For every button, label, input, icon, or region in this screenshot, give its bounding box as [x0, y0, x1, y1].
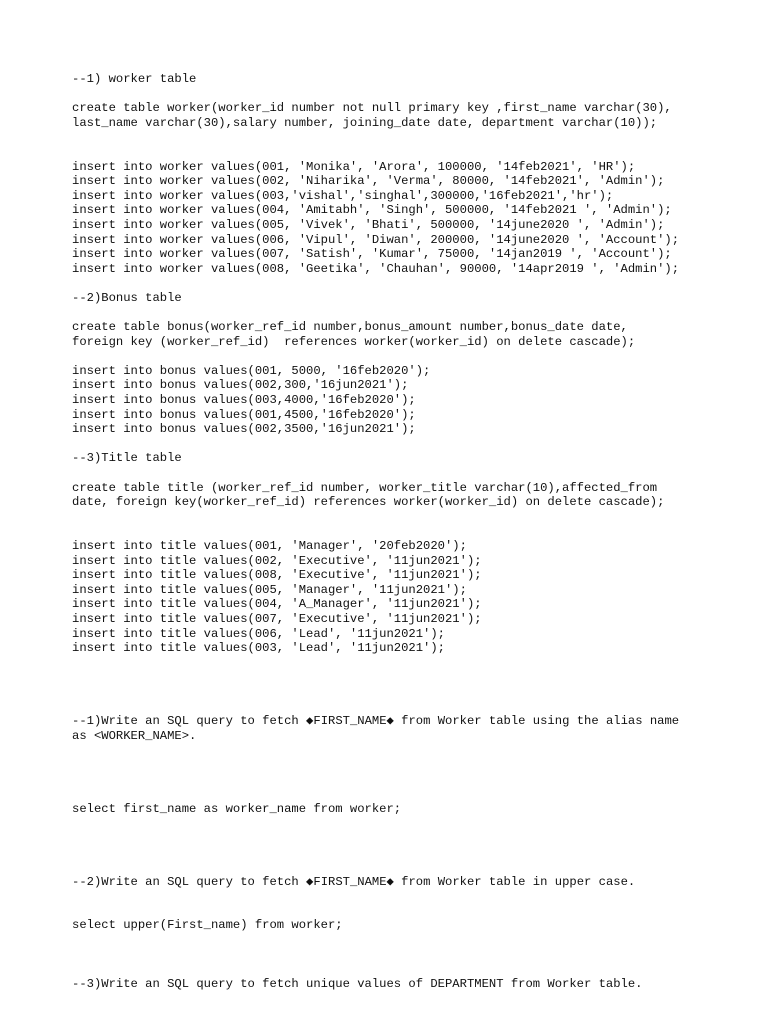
blank-line — [72, 87, 712, 102]
blank-line — [72, 787, 712, 802]
text-line: --3)Title table — [72, 451, 182, 466]
blank-line — [72, 437, 712, 452]
text-line: insert into worker values(001, 'Monika', 'Arora', 100000, '14feb2021', 'HR'); — [72, 159, 636, 174]
blank-line — [72, 904, 712, 919]
text-line: insert into worker values(002, 'Niharika', 'Verma', 80000, '14feb2021', 'Admin'); — [72, 174, 665, 189]
text-line: --2)Write an SQL query to fetch ◆FIRST_NAME◆ from Worker table in upper case. — [72, 874, 636, 889]
text-line: insert into bonus values(003,4000,'16feb2020'); — [72, 393, 416, 408]
blank-line — [72, 758, 712, 773]
text-line: insert into bonus values(002,300,'16jun2021'); — [72, 378, 409, 393]
text-line: create table title (worker_ref_id number, worker_title varchar(10),affected_from — [72, 480, 658, 495]
blank-line — [72, 656, 712, 671]
text-line: insert into worker values(008, 'Geetika', 'Chauhan', 90000, '14apr2019 ', 'Admin'); — [72, 261, 680, 276]
blank-line — [72, 831, 712, 846]
blank-line — [72, 743, 712, 758]
text-line: insert into title values(001, 'Manager', '20feb2020'); — [72, 539, 467, 553]
text-line: create table worker(worker_id number not null primary key ,first_name varchar(30), — [72, 101, 672, 116]
text-line: insert into worker values(005, 'Vivek', 'Bhati', 500000, '14june2020 ', 'Admin'); — [72, 217, 665, 232]
text-line: as <WORKER_NAME>. — [72, 728, 197, 743]
blank-line — [72, 510, 712, 525]
blank-line — [72, 860, 712, 875]
text-line: select first_name as worker_name from worker; — [72, 801, 402, 816]
text-line: insert into worker values(003,'vishal','singhal',300000,'16feb2021','hr'); — [72, 188, 614, 203]
text-line: insert into worker values(004, 'Amitabh', 'Singh', 500000, '14feb2021 ', 'Admin'); — [72, 203, 672, 218]
text-line: insert into worker values(007, 'Satish', 'Kumar', 75000, '14jan2019 ', 'Account'); — [72, 247, 672, 262]
blank-line — [72, 670, 712, 685]
text-line: --1)Write an SQL query to fetch ◆FIRST_NAME◆ from Worker table using the alias name — [72, 714, 680, 729]
text-line: --1) worker table — [72, 72, 197, 86]
blank-line — [72, 948, 712, 963]
text-line: insert into title values(002, 'Executive', '11jun2021'); — [72, 553, 482, 568]
text-line: insert into title values(008, 'Executive', '11jun2021'); — [72, 568, 482, 583]
blank-line — [72, 306, 712, 321]
text-line: insert into title values(003, 'Lead', '11jun2021'); — [72, 641, 445, 656]
text-line: date, foreign key(worker_ref_id) references worker(worker_id) on delete cascade); — [72, 495, 665, 510]
blank-line — [72, 130, 712, 145]
blank-line — [72, 276, 712, 291]
blank-line — [72, 145, 712, 160]
blank-line — [72, 700, 712, 715]
blank-line — [72, 773, 712, 788]
text-line: insert into bonus values(001, 5000, '16feb2020'); — [72, 363, 431, 378]
blank-line — [72, 685, 712, 700]
blank-line — [72, 466, 712, 481]
text-line: --2)Bonus table — [72, 290, 182, 305]
document-body — [72, 72, 712, 991]
text-line: foreign key (worker_ref_id) references worker(worker_id) on delete cascade); — [72, 334, 636, 349]
blank-line — [72, 889, 712, 904]
text-line: insert into title values(007, 'Executive', '11jun2021'); — [72, 611, 482, 626]
blank-line — [72, 845, 712, 860]
blank-line — [72, 933, 712, 948]
text-line: last_name varchar(30),salary number, joining_date date, department varchar(10)); — [72, 115, 658, 130]
text-line: insert into bonus values(002,3500,'16jun2021'); — [72, 422, 416, 437]
text-line: select upper(First_name) from worker; — [72, 918, 343, 933]
blank-line — [72, 816, 712, 831]
blank-line — [72, 962, 712, 977]
text-line: insert into worker values(006, 'Vipul', 'Diwan', 200000, '14june2020 ', 'Account'); — [72, 232, 680, 247]
text-line: create table bonus(worker_ref_id number,bonus_amount number,bonus_date date, — [72, 320, 628, 335]
text-line: insert into bonus values(001,4500,'16feb2020'); — [72, 407, 416, 422]
blank-line — [72, 349, 712, 364]
text-line: insert into title values(005, 'Manager', '11jun2021'); — [72, 582, 467, 597]
text-line: insert into title values(004, 'A_Manager', '11jun2021'); — [72, 597, 482, 612]
text-line: --3)Write an SQL query to fetch unique values of DEPARTMENT from Worker table. — [72, 976, 643, 991]
text-line: insert into title values(006, 'Lead', '11jun2021'); — [72, 626, 445, 641]
blank-line — [72, 524, 712, 539]
